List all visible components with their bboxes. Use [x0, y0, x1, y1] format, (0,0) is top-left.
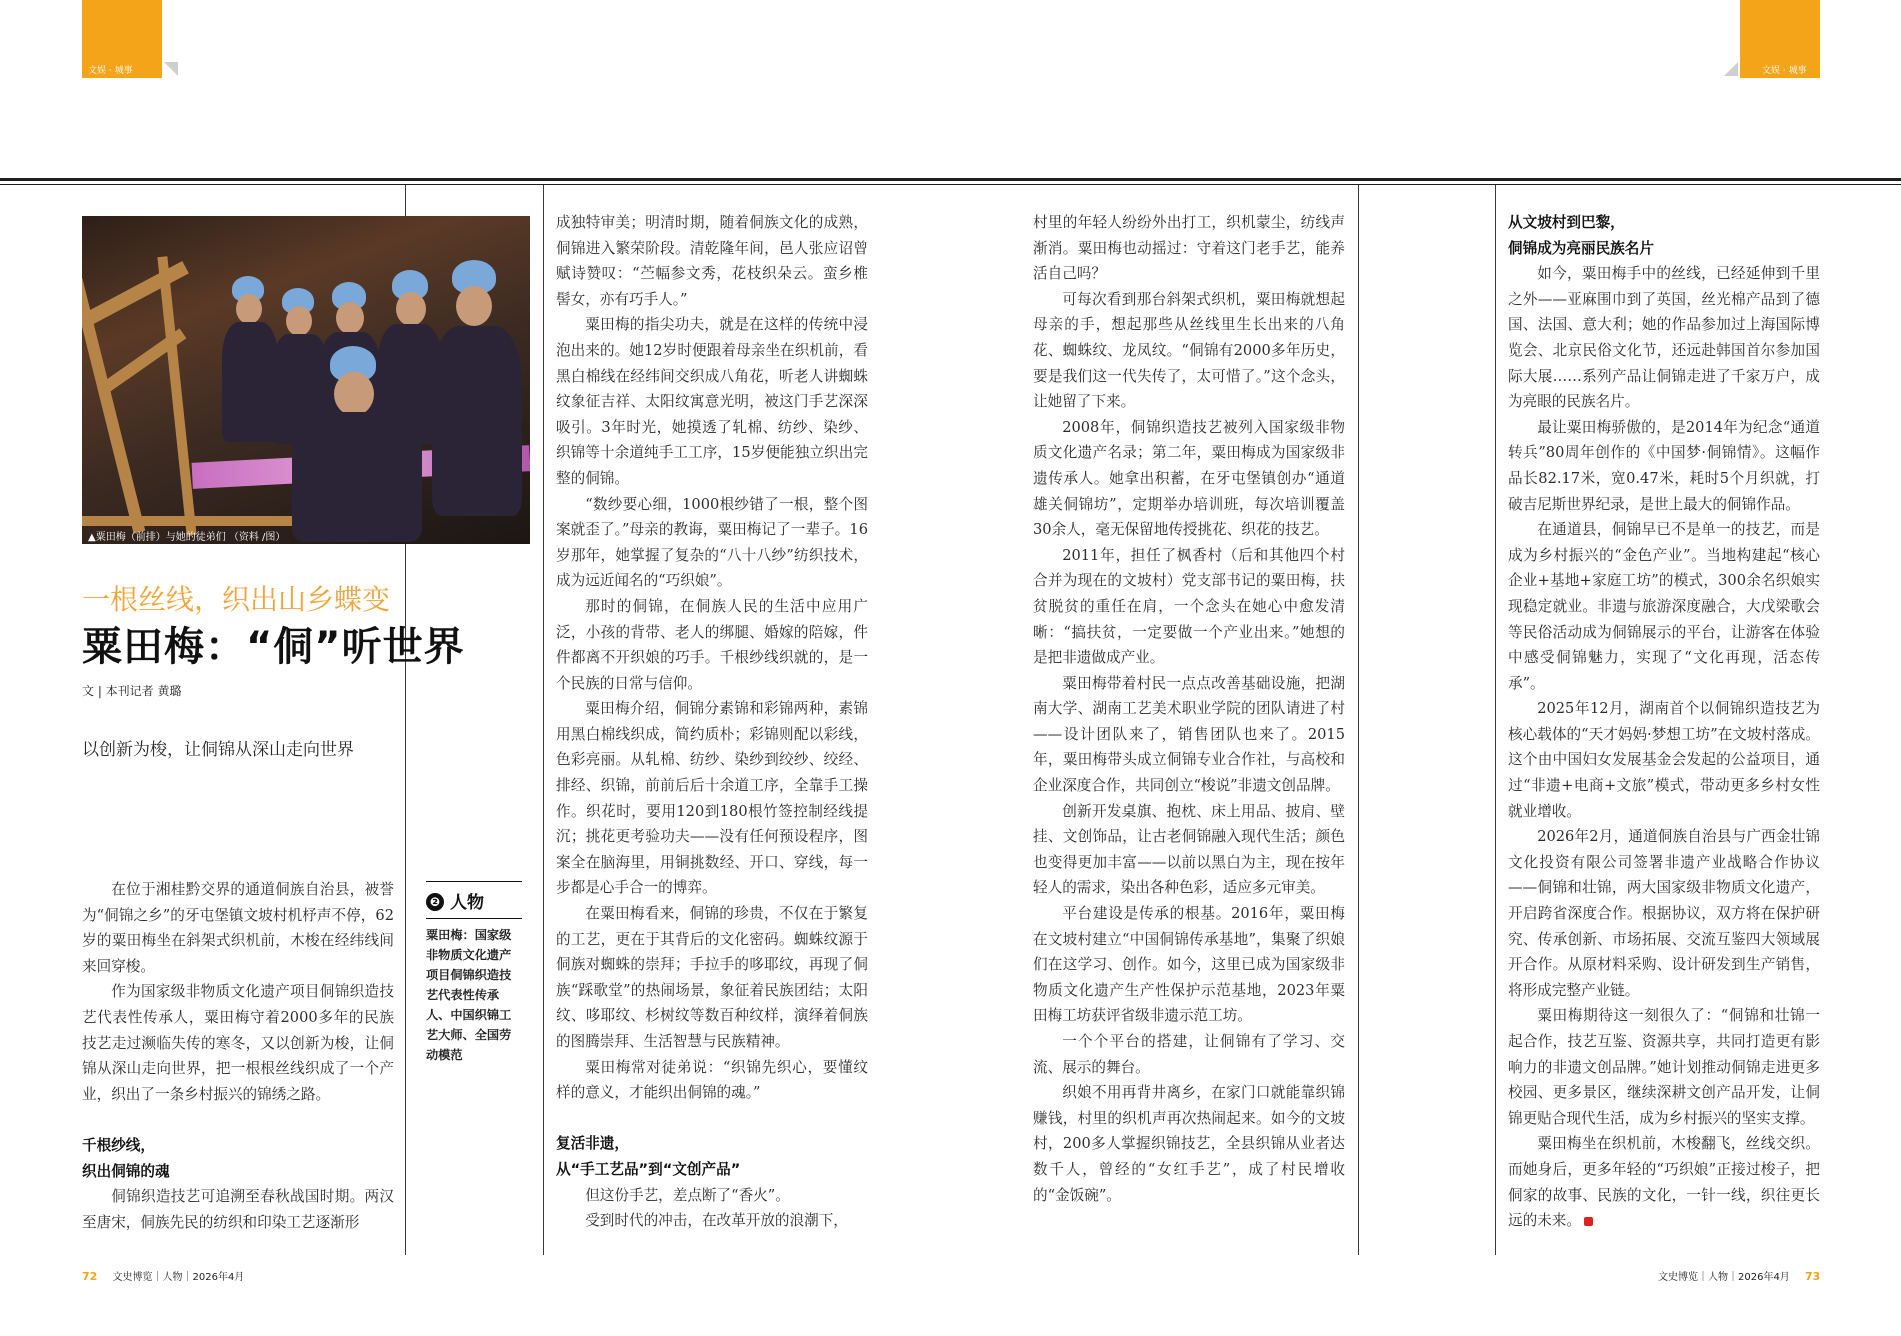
body-paragraph: 受到时代的冲击，在改革开放的浪潮下，	[585, 1212, 848, 1230]
weaver-body	[292, 412, 422, 542]
body-paragraph: 粟田梅坐在织机前，木梭翻飞，丝线交织。而她身后，更多年轻的“巧织娘”正接过梭子，把侗家的故事、民族的文化，一针一线，织往更长远的未来。	[1508, 1135, 1820, 1230]
article-byline: 文 | 本刊记者 黄璐	[82, 684, 182, 698]
sidebar-rule	[426, 881, 522, 882]
text-column-2	[556, 210, 868, 1234]
text-column-1	[82, 877, 394, 1235]
weavers-photo	[82, 216, 530, 544]
body-paragraph: 2011年，担任了枫香村（后和其他四个村合并为现在的文坡村）党支部书记的粟田梅，扶贫脱贫的重任在肩，一个念头在她心中愈发清晰：“搞扶贫，一定要做一个产业出来。”她想的是把非遗做成产业。	[1033, 546, 1345, 667]
body-paragraph: 粟田梅的指尖功夫，就是在这样的传统中浸泡出来的。她12岁时便跟着母亲坐在织机前，看黑白棉线在经纬间交织成八角花，听老人讲蜘蛛纹象征吉祥、太阳纹寓意光明，被这门手艺深深吸引。3年时光，她摸透了轧棉、纺纱、染纱、织锦等十余道纯手工工序，15岁便能独立织出完整的侗锦。	[556, 316, 868, 487]
sidebar-rule	[426, 918, 522, 919]
right-page-number: 73	[1805, 1270, 1821, 1283]
article-title: 粟田梅：“侗”听世界	[82, 624, 465, 670]
header-rule-thin	[0, 184, 1901, 185]
body-paragraph: 一个个平台的搭建，让侗锦有了学习、交流、展示的舞台。	[1033, 1033, 1345, 1076]
right-footer-text: 文史博览｜人物｜2026年4月	[1658, 1272, 1790, 1283]
article-lede: 以创新为梭，让侗锦从深山走向世界	[82, 740, 354, 760]
right-folio	[1658, 1268, 1820, 1283]
column-divider-3	[1358, 185, 1359, 1255]
section-heading: 复活非遗，	[556, 1135, 629, 1153]
column-divider-2	[543, 185, 544, 1255]
body-paragraph: 织娘不用再背井离乡，在家门口就能靠织锦赚钱，村里的织机声再次热闹起来。如今的文坡村，200多人掌握织锦技艺，全县织锦从业者达数千人，曾经的“女红手艺”，成了村民增收的“金饭碗”。	[1033, 1084, 1345, 1204]
right-header-corner	[1724, 62, 1738, 76]
weaver-face	[396, 292, 426, 326]
section-heading: 从文坡村到巴黎，	[1508, 214, 1625, 231]
body-paragraph: 那时的侗锦，在侗族人民的生活中应用广泛，小孩的背带、老人的绑腿、婚嫁的陪嫁，件件都离不开织娘的巧手。千根纱线织就的，是一个民族的日常与信仰。	[556, 597, 868, 692]
loom-frame	[157, 256, 196, 536]
weaver-body	[222, 322, 278, 442]
weaver-body	[432, 326, 522, 516]
body-paragraph: 在位于湘桂黔交界的通道侗族自治县，被誉为“侗锦之乡”的牙屯堡镇文坡村机杼声不停，62岁的粟田梅坐在斜架式织机前，木梭在经纬线间来回穿梭。	[82, 881, 394, 975]
section-spacer	[556, 1106, 868, 1132]
left-footer-text: 文史博览｜人物｜2026年4月	[112, 1272, 245, 1283]
section-heading: 织出侗锦的魂	[82, 1162, 170, 1180]
column-divider-4	[1495, 185, 1496, 1255]
weaver-face	[286, 306, 312, 336]
body-paragraph: 但这份手艺，差点断了“香火”。	[585, 1186, 790, 1204]
section-heading: 从“手工艺品”到“文创产品”	[556, 1160, 741, 1178]
body-paragraph: 粟田梅常对徒弟说：“织锦先织心，要懂纹样的意义，才能织出侗锦的魂。”	[556, 1058, 868, 1102]
section-heading: 千根纱线，	[82, 1136, 155, 1154]
body-paragraph: “数纱要心细，1000根纱错了一根，整个图案就歪了。”母亲的教诲，粟田梅记了一辈子。16岁那年，她掌握了复杂的“八十八纱”纺织技术，成为远近闻名的“巧织娘”。	[556, 495, 868, 590]
sidebar-body: 粟田梅：国家级非物质文化遗产项目侗锦织造技艺代表性传承人、中国织锦工艺大师、全国劳动模范	[426, 928, 512, 1062]
body-paragraph: 如今，粟田梅手中的丝线，已经延伸到千里之外——亚麻围巾到了英国，丝光棉产品到了德国、法国、意大利；她的作品参加过上海国际博览会、北京民俗文化节，还远赴韩国首尔参加国际大展……系列产品让侗锦走进了千家万户，成为亮眼的民族名片。	[1508, 265, 1820, 411]
body-paragraph: 2025年12月，湖南首个以侗锦织造技艺为核心载体的“天才妈妈·梦想工坊”在文坡村落成。这个由中国妇女发展基金会发起的公益项目，通过“非遗+电商+文旅”模式，带动更多乡村女性就业增收。	[1508, 700, 1820, 820]
photo-caption: ▲粟田梅（前排）与她的徒弟们 （资料 /图）	[88, 532, 286, 543]
body-paragraph: 2008年，侗锦织造技艺被列入国家级非物质文化遗产名录；第二年，粟田梅成为国家级非遗传承人。她拿出积蓄，在牙屯堡镇创办“通道雄关侗锦坊”，定期举办培训班，每次培训覆盖30余人，毫无保留地传授挑花、织花的技艺。	[1033, 418, 1345, 539]
body-paragraph: 在粟田梅看来，侗锦的珍贵，不仅在于繁复的工艺，更在于其背后的文化密码。蜘蛛纹源于侗族对蜘蛛的崇拜；手拉手的哆耶纹，再现了侗族“踩歌堂”的热闹场景，象征着民族团结；太阳纹、哆耶纹、杉树纹等数百种纹样，演绎着侗族的图腾崇拜、生活智慧与民族精神。	[556, 905, 868, 1050]
weaver-face	[336, 302, 364, 334]
body-paragraph: 村里的年轻人纷纷外出打工，织机蒙尘，纺线声渐消。粟田梅也动摇过：守着这门老手艺，能养活自己吗？	[1033, 214, 1345, 283]
sidebar-heading	[426, 888, 522, 913]
body-paragraph: 粟田梅带着村民一点点改善基础设施，把湖南大学、湖南工艺美术职业学院的团队请进了村——设计团队来了，销售团队也来了。2015年，粟田梅带头成立侗锦专业合作社，与高校和企业深度合作，共同创立“梭说”非遗文创品牌。	[1033, 674, 1345, 795]
article-end-mark	[1584, 1217, 1593, 1226]
loom-frame	[82, 278, 145, 533]
body-paragraph: 作为国家级非物质文化遗产项目侗锦织造技艺代表性传承人，粟田梅守着2000多年的民族技艺走过濒临失传的寒冬，又以创新为梭，让侗锦从深山走向世界，把一根根丝线织成了一个产业，织出了一条乡村振兴的锦绣之路。	[82, 983, 394, 1103]
text-column-3	[1033, 210, 1345, 1208]
left-page-number: 72	[82, 1270, 98, 1283]
body-paragraph: 在通道县，侗锦早已不是单一的技艺，而是成为乡村振兴的“金色产业”。当地构建起“核心企业+基地+家庭工坊”的模式，300余名织娘实现稳定就业。非遗与旅游深度融合，大戊梁歌会等民俗活动成为侗锦展示的平台，让游客在体验中感受侗锦魅力，实现了“文化再现，活态传承”。	[1508, 521, 1820, 692]
sidebar-number-badge: ❷	[426, 893, 444, 911]
body-paragraph: 最让粟田梅骄傲的，是2014年为纪念“通道转兵”80周年创作的《中国梦·侗锦情》。这幅作品长82.17米，宽0.47米，耗时5个月织就，打破吉尼斯世界纪录，是世上最大的侗锦作品。	[1508, 418, 1820, 513]
body-paragraph: 粟田梅期待这一刻很久了：“侗锦和壮锦一起合作，技艺互鉴、资源共享，共同打造更有影响力的非遗文创品牌。”她计划推动侗锦走进更多校园、更多景区，继续深耕文创产品开发，让侗锦更贴合现代生活，成为乡村振兴的坚实支撑。	[1508, 1007, 1820, 1127]
body-paragraph: 平台建设是传承的根基。2016年，粟田梅在文坡村建立“中国侗锦传承基地”，集聚了织娘们在这学习、创作。如今，这里已成为国家级非物质文化遗产生产性保护示范基地，2023年粟田梅工坊获评省级非遗示范工坊。	[1033, 905, 1345, 1025]
body-paragraph: 2026年2月，通道侗族自治县与广西金壮锦文化投资有限公司签署非遗产业战略合作协议——侗锦和壮锦，两大国家级非物质文化遗产，开启跨省深度合作。根据协议，双方将在保护研究、传承创新、市场拓展、交流互鉴四大领域展开合作。从原材料采购、设计研发到生产销售，将形成完整产业链。	[1508, 828, 1820, 999]
section-heading: 侗锦成为亮丽民族名片	[1508, 239, 1654, 257]
article-kicker: 一根丝线，织出山乡蝶变	[82, 583, 391, 616]
body-paragraph: 粟田梅介绍，侗锦分素锦和彩锦两种，素锦用黑白棉线织成，简约质朴；彩锦则配以彩线，色彩亮丽。从轧棉、纺纱、染纱到绞纱、绞经、排经、织锦，前前后后十余道工序，全靠手工操作。织花时，要用120到180根竹签控制经线提沉；挑花更考验功夫——没有任何预设程序，图案全在脑海里，用铜挑数经、开口、穿线，每一步都是心手合一的博弈。	[556, 700, 868, 897]
weaver-face	[334, 372, 374, 416]
body-paragraph: 成独特审美；明清时期，随着侗族文化的成熟，侗锦进入繁荣阶段。清乾隆年间，邑人张应诏曾赋诗赞叹：“苎幅参文秀，花枝织朵云。蛮乡椎髻女，亦有巧手人。”	[556, 214, 868, 308]
section-spacer	[82, 1107, 394, 1133]
weaver-face	[236, 294, 262, 324]
weaver-face	[456, 286, 492, 326]
loom-frame	[82, 516, 302, 526]
body-paragraph: 可每次看到那台斜架式织机，粟田梅就想起母亲的手，想起那些从丝线里生长出来的八角花、蜘蛛纹、龙凤纹。“侗锦有2000多年历史，要是我们这一代失传了，太可惜了。”这个念头，让她留了下来。	[1033, 290, 1345, 411]
right-header-label: 文娱 · 城事	[1762, 66, 1807, 76]
body-paragraph: 创新开发桌旗、抱枕、床上用品、披肩、壁挂、文创饰品，让古老侗锦融入现代生活；颜色也变得更加丰富——以前以黑白为主，现在按年轻人的需求，染出各种色彩，适应多元审美。	[1033, 802, 1345, 897]
sidebar-heading-text: 人物	[450, 893, 484, 913]
text-column-4	[1508, 210, 1820, 1234]
body-paragraph: 侗锦织造技艺可追溯至春秋战国时期。两汉至唐宋，侗族先民的纺织和印染工艺逐渐形	[82, 1188, 394, 1231]
left-header-label: 文娱 · 城事	[88, 66, 133, 76]
profile-sidebar	[426, 881, 522, 1065]
left-folio	[82, 1268, 244, 1283]
left-header-corner	[164, 62, 178, 76]
header-rule-thick	[0, 178, 1901, 181]
